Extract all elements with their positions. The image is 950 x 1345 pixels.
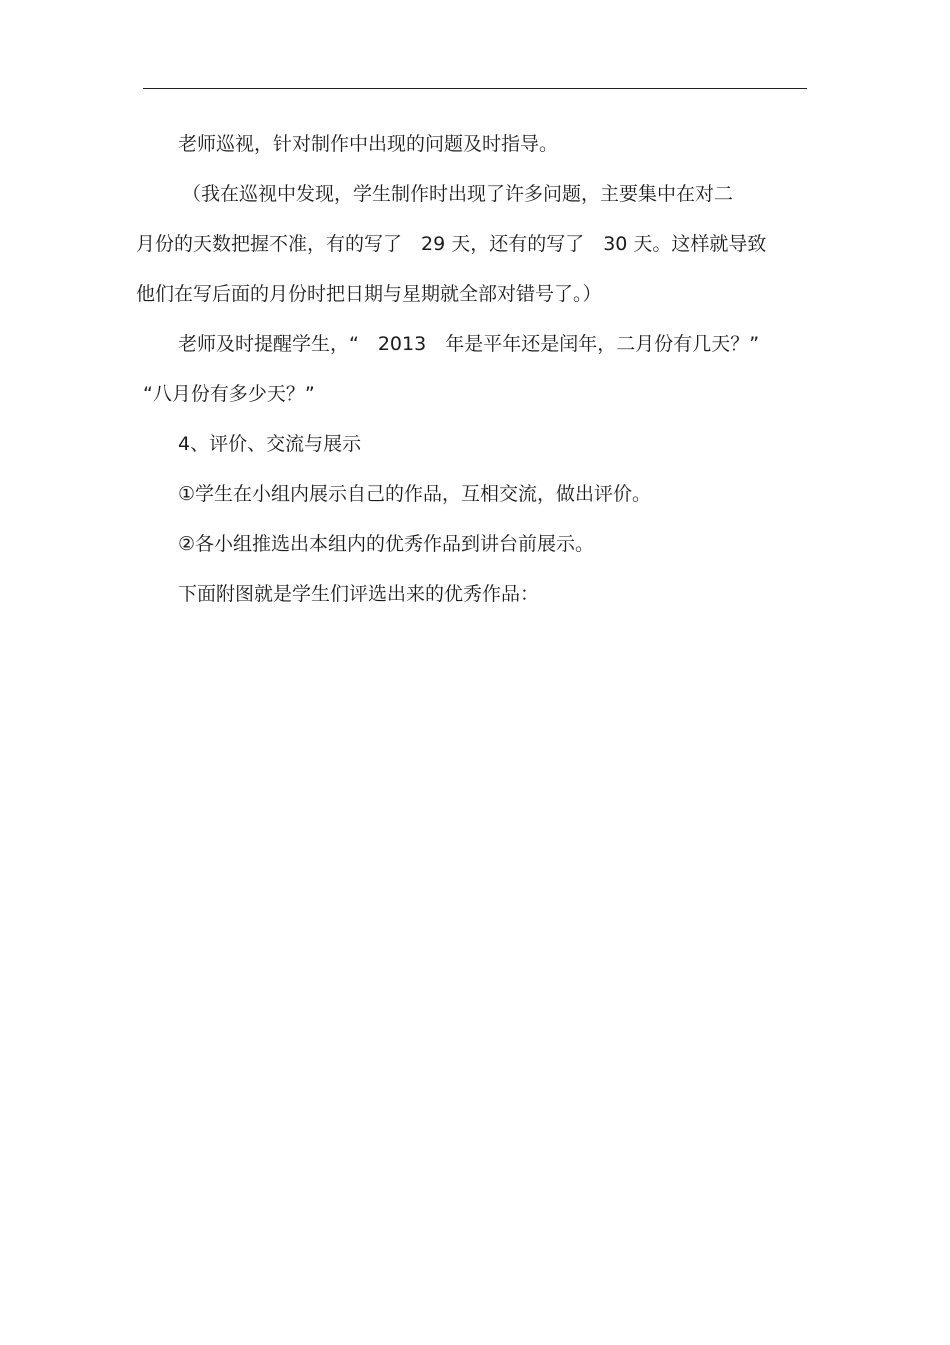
paragraph-teacher-reminder-line-2: “八月份有多少天？”	[143, 383, 315, 405]
header-rule	[143, 88, 807, 89]
paragraph-observation-line-1: （我在巡视中发现，学生制作时出现了许多问题，主要集中在对二	[182, 183, 734, 205]
paragraph-attached-figure-intro: 下面附图就是学生们评选出来的优秀作品：	[178, 583, 540, 605]
list-item-group-selection: ②各小组推选出本组内的优秀作品到讲台前展示。	[178, 533, 595, 555]
paragraph-teacher-patrol: 老师巡视，针对制作中出现的问题及时指导。	[178, 133, 559, 155]
paragraph-observation-line-3: 他们在写后面的月份时把日期与星期就全部对错号了。）	[136, 283, 602, 305]
list-item-group-display: ①学生在小组内展示自己的作品，互相交流，做出评价。	[178, 483, 652, 505]
section-heading-evaluation: 4、评价、交流与展示	[178, 433, 362, 455]
paragraph-teacher-reminder-line-1: 老师及时提醒学生，“ 2013 年是平年还是闰年，二月份有几天？”	[178, 333, 760, 355]
paragraph-observation-line-2: 月份的天数把握不准，有的写了 29 天，还有的写了 30 天。这样就导致	[136, 233, 767, 255]
